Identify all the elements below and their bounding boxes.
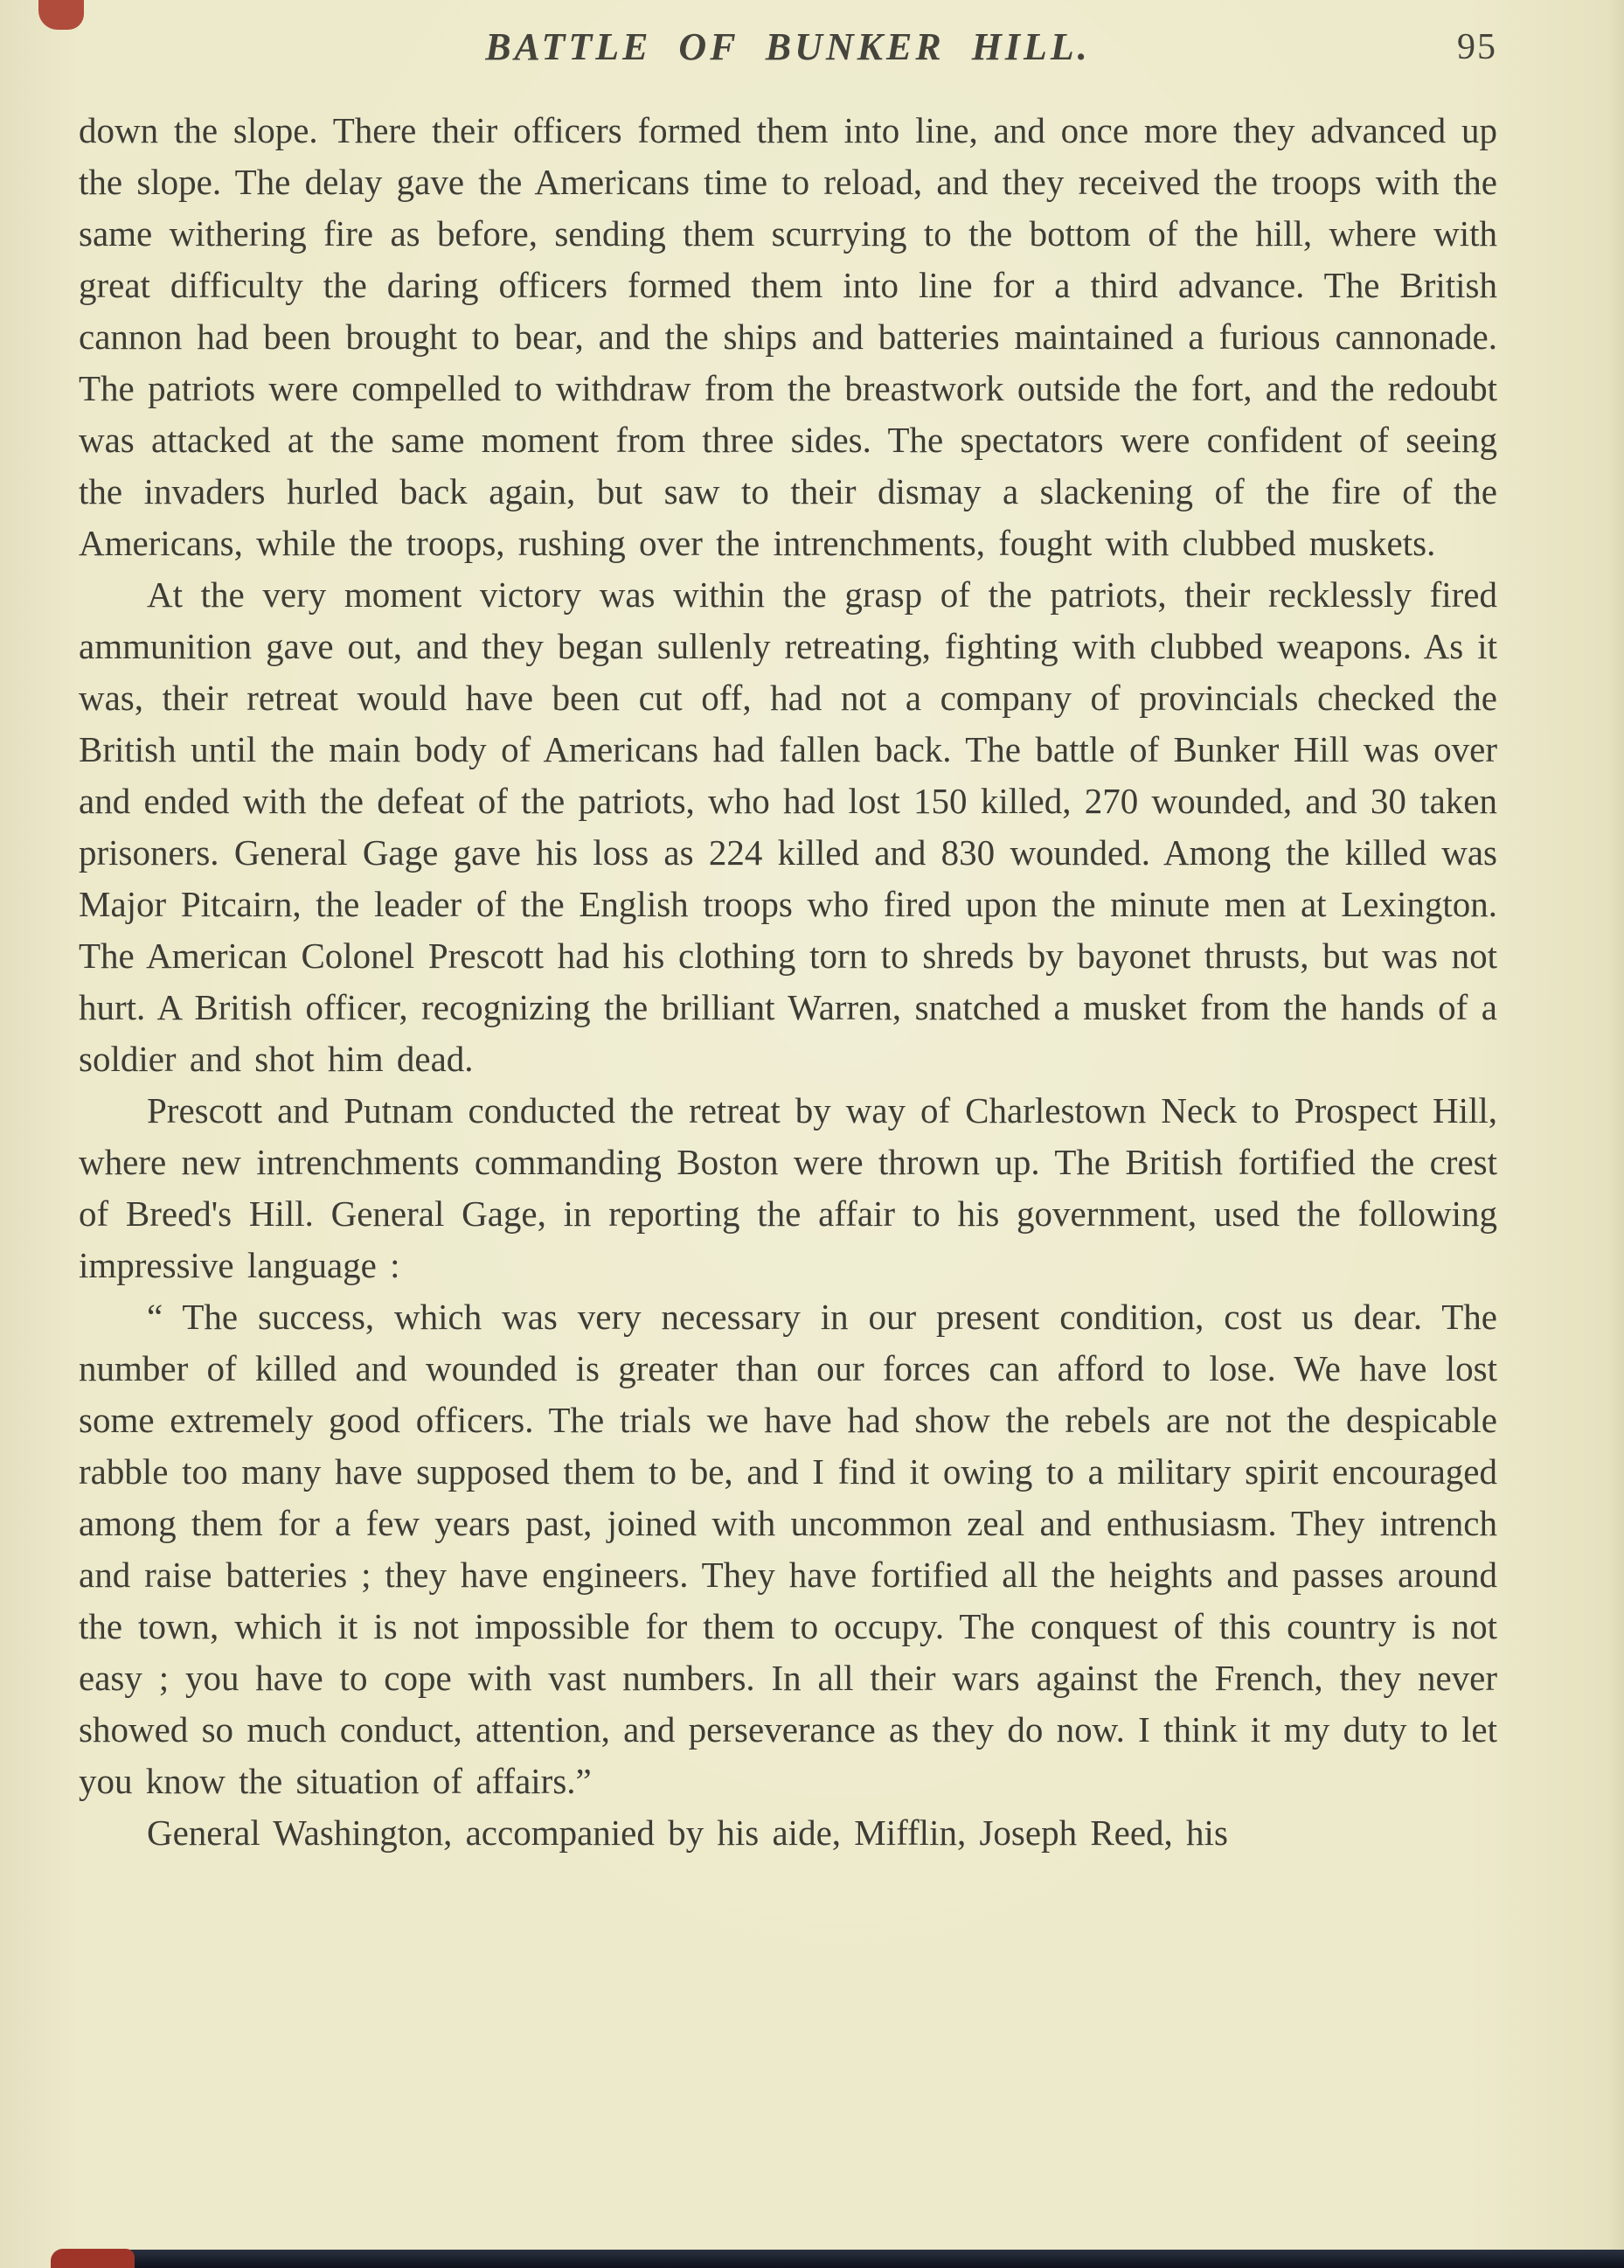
page-header (79, 24, 1497, 80)
running-title: BATTLE OF BUNKER HILL. (485, 25, 1091, 68)
page-body (79, 105, 1497, 1859)
page-number: 95 (1457, 27, 1497, 67)
paragraph-washington: General Washington, accompanied by his aide, Mifflin, Joseph Reed, his (147, 1812, 1228, 1853)
scan-edge-strip-bottom (129, 2250, 1624, 2268)
paragraph-gage-quote: “ The success, which was very necessary in our present condition, cost us dear. The number of killed and wounded is greater than our forces can afford to lose. We have lost some extremely good officers. The trials we have had show the rebels are not the despicable rabble too many have supposed them to be, and I find it owing to a military spirit encouraged among them for a few years past, joined with uncommon zeal and enthusiasm. They intrench and raise batteries ; they have engineers. They have fortified all the heights and passes around the town, which it is not impossible for them to occupy. The conquest of this country is not easy ; you have to cope with vast numbers. In all their wars against the French, they never showed so much conduct, attention, and perseverance as they do now. I think it my duty to let you know the situation of affairs.” (79, 1297, 1497, 1801)
paragraph-battle-end: At the very moment victory was within the grasp of the patriots, their recklessly fired ammunition gave out, and they began sullenly retreating, fighting with clubbed weapons. As it was, their retreat would have been cut off, had not a company of provincials checked the British until the main body of Americans had fallen back. The battle of Bunker Hill was over and ended with the defeat of the patriots, who had lost 150 killed, 270 wounded, and 30 taken prisoners. General Gage gave his loss as 224 killed and 830 wounded. Among the killed was Major Pitcairn, the leader of the English troops who fired upon the minute men at Lexington. The American Colonel Prescott had his clothing torn to shreds by bayonet thrusts, but was not hurt. A British officer, recognizing the brilliant Warren, snatched a musket from the hands of a soldier and shot him dead. (79, 574, 1497, 1079)
paragraph-retreat: Prescott and Putnam conducted the retreat by way of Charlestown Neck to Prospect Hill, where new intrenchments commanding Boston were thrown up. The British fortified the crest of Breed's Hill. General Gage, in reporting the affair to his government, used the following impressive language : (79, 1090, 1497, 1285)
paragraph-continuation: down the slope. There their officers formed them into line, and once more they advanced up the slope. The delay gave the Americans time to reload, and they received the troops with the same withering fire as before, sending them scurrying to the bottom of the hill, where with great difficulty the daring officers formed them into line for a third advance. The British cannon had been brought to bear, and the ships and batteries maintained a furious cannonade. The patriots were compelled to withdraw from the breastwork outside the fort, and the redoubt was attacked at the same moment from three sides. The spectators were confident of seeing the invaders hurled back again, but saw to their dismay a slackening of the fire of the Americans, while the troops, rushing over the intrenchments, fought with clubbed muskets. (79, 110, 1497, 563)
scan-ink-mark-bottom-left (51, 2249, 135, 2268)
scan-ink-mark-top-left (38, 0, 84, 30)
